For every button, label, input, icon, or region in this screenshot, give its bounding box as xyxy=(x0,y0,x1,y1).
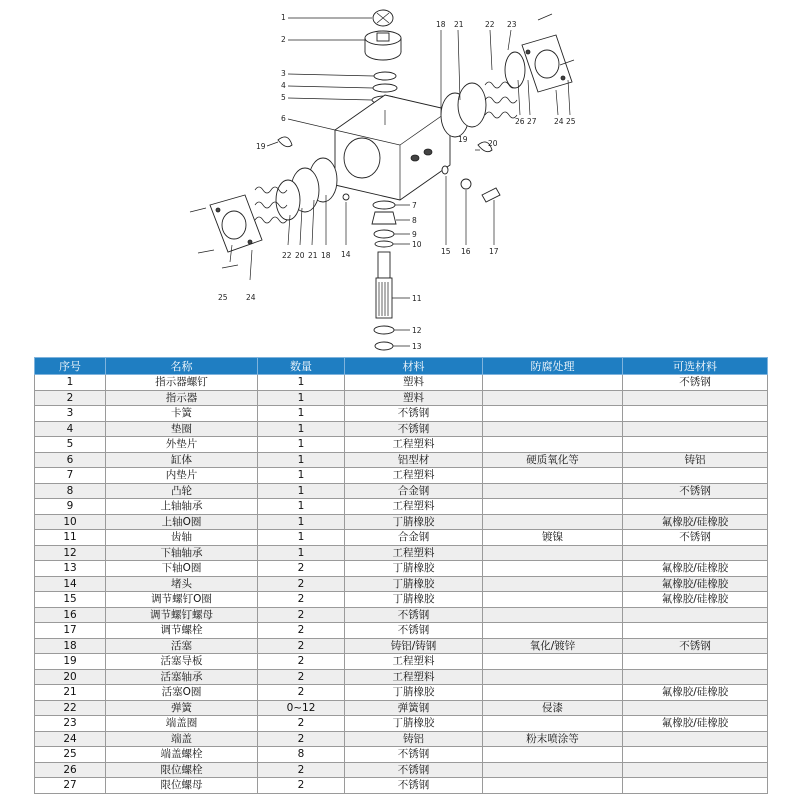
callout-6: 6 xyxy=(281,114,286,123)
cell-material: 不锈钢 xyxy=(345,747,483,763)
cell-optional-material: 氟橡胶/硅橡胶 xyxy=(623,685,768,701)
cell-quantity: 8 xyxy=(258,747,345,763)
indicator-screw-part xyxy=(373,10,393,26)
cell-index: 7 xyxy=(35,468,106,484)
callout-2: 2 xyxy=(281,35,286,44)
callout-9: 9 xyxy=(412,230,417,239)
cell-index: 23 xyxy=(35,716,106,732)
cell-material: 工程塑料 xyxy=(345,654,483,670)
cell-index: 11 xyxy=(35,530,106,546)
cell-index: 24 xyxy=(35,731,106,747)
table-header-row xyxy=(35,358,768,375)
cell-anticorrosion xyxy=(483,421,623,437)
cam-part xyxy=(372,212,396,224)
cell-anticorrosion xyxy=(483,654,623,670)
cell-optional-material xyxy=(623,390,768,406)
cell-optional-material xyxy=(623,499,768,515)
cell-index: 4 xyxy=(35,421,106,437)
cell-index: 20 xyxy=(35,669,106,685)
callout-17: 17 xyxy=(489,247,499,256)
plug-part xyxy=(343,194,349,200)
callout-26: 26 xyxy=(515,117,525,126)
cell-index: 25 xyxy=(35,747,106,763)
cell-quantity: 1 xyxy=(258,421,345,437)
callout-24-right: 24 xyxy=(554,117,564,126)
cell-anticorrosion xyxy=(483,592,623,608)
table-row xyxy=(35,654,768,670)
cell-quantity: 2 xyxy=(258,561,345,577)
cell-optional-material xyxy=(623,468,768,484)
cell-material: 不锈钢 xyxy=(345,406,483,422)
callout-14: 14 xyxy=(341,250,351,259)
cell-material: 工程塑料 xyxy=(345,669,483,685)
cell-material: 合金钢 xyxy=(345,483,483,499)
callout-16: 16 xyxy=(461,247,471,256)
cell-material: 塑料 xyxy=(345,375,483,391)
cell-quantity: 0~12 xyxy=(258,700,345,716)
callout-20-right: 20 xyxy=(488,139,498,148)
cell-index: 8 xyxy=(35,483,106,499)
cell-index: 17 xyxy=(35,623,106,639)
cell-optional-material xyxy=(623,778,768,794)
cell-optional-material xyxy=(623,437,768,453)
table-row xyxy=(35,514,768,530)
cell-anticorrosion xyxy=(483,716,623,732)
callout-22-top: 22 xyxy=(485,20,495,29)
left-spring-assembly xyxy=(255,158,337,223)
cell-anticorrosion xyxy=(483,514,623,530)
cell-anticorrosion: 氧化/镀锌 xyxy=(483,638,623,654)
table-row xyxy=(35,421,768,437)
cell-quantity: 2 xyxy=(258,654,345,670)
adjust-nut-part xyxy=(461,179,471,189)
circlip-part xyxy=(374,72,396,80)
cell-quantity: 2 xyxy=(258,685,345,701)
cell-name: 堵头 xyxy=(106,576,258,592)
cell-optional-material xyxy=(623,545,768,561)
cell-quantity: 2 xyxy=(258,576,345,592)
cell-anticorrosion xyxy=(483,499,623,515)
cell-index: 16 xyxy=(35,607,106,623)
cell-quantity: 1 xyxy=(258,406,345,422)
cell-quantity: 2 xyxy=(258,716,345,732)
cell-quantity: 1 xyxy=(258,437,345,453)
cell-material: 工程塑料 xyxy=(345,545,483,561)
header-quantity: 数量 xyxy=(258,358,345,375)
table-row xyxy=(35,375,768,391)
cell-material: 丁腈橡胶 xyxy=(345,716,483,732)
cell-anticorrosion xyxy=(483,669,623,685)
cell-index: 6 xyxy=(35,452,106,468)
cell-name: 调节螺钉O圈 xyxy=(106,592,258,608)
cell-material: 合金钢 xyxy=(345,530,483,546)
cell-material: 不锈钢 xyxy=(345,762,483,778)
cell-anticorrosion xyxy=(483,545,623,561)
cell-optional-material: 氟橡胶/硅橡胶 xyxy=(623,592,768,608)
table-row xyxy=(35,437,768,453)
callout-21-top: 21 xyxy=(454,20,464,29)
cell-index: 19 xyxy=(35,654,106,670)
inner-gasket-part xyxy=(373,201,395,209)
cell-quantity: 1 xyxy=(258,514,345,530)
pinion-shaft-part xyxy=(376,252,392,318)
cell-anticorrosion: 粉末喷涂等 xyxy=(483,731,623,747)
lower-oring-part xyxy=(375,342,393,350)
cell-material: 丁腈橡胶 xyxy=(345,561,483,577)
cell-name: 指示器螺钉 xyxy=(106,375,258,391)
lower-bearing-part xyxy=(374,326,394,334)
table-row xyxy=(35,390,768,406)
upper-oring-part xyxy=(375,241,393,247)
table-row xyxy=(35,669,768,685)
cell-anticorrosion xyxy=(483,747,623,763)
cell-name: 下轴轴承 xyxy=(106,545,258,561)
header-name: 名称 xyxy=(106,358,258,375)
table-row xyxy=(35,700,768,716)
table-row xyxy=(35,607,768,623)
table-row xyxy=(35,530,768,546)
cell-quantity: 2 xyxy=(258,607,345,623)
left-end-cap xyxy=(210,195,262,252)
cell-anticorrosion xyxy=(483,390,623,406)
cell-optional-material: 氟橡胶/硅橡胶 xyxy=(623,716,768,732)
cell-optional-material: 不锈钢 xyxy=(623,530,768,546)
callout-19-right: 19 xyxy=(458,135,468,144)
callout-4: 4 xyxy=(281,81,286,90)
cell-material: 工程塑料 xyxy=(345,468,483,484)
table-row xyxy=(35,499,768,515)
callout-7: 7 xyxy=(412,201,417,210)
cell-name: 垫圈 xyxy=(106,421,258,437)
cell-name: 调节螺栓 xyxy=(106,623,258,639)
table-row xyxy=(35,731,768,747)
cell-index: 14 xyxy=(35,576,106,592)
table-row xyxy=(35,592,768,608)
cell-name: 内垫片 xyxy=(106,468,258,484)
cell-material: 不锈钢 xyxy=(345,421,483,437)
cell-index: 5 xyxy=(35,437,106,453)
cell-anticorrosion xyxy=(483,607,623,623)
cell-material: 丁腈橡胶 xyxy=(345,685,483,701)
cell-quantity: 1 xyxy=(258,468,345,484)
cell-anticorrosion xyxy=(483,437,623,453)
callout-18-bottom: 18 xyxy=(321,251,331,260)
callout-22-bottom: 22 xyxy=(282,251,292,260)
cell-quantity: 1 xyxy=(258,483,345,499)
cell-optional-material: 不锈钢 xyxy=(623,483,768,499)
cell-index: 3 xyxy=(35,406,106,422)
cell-name: 调节螺钉螺母 xyxy=(106,607,258,623)
cell-quantity: 1 xyxy=(258,545,345,561)
cell-name: 缸体 xyxy=(106,452,258,468)
header-material: 材料 xyxy=(345,358,483,375)
cell-anticorrosion: 镀镍 xyxy=(483,530,623,546)
cell-anticorrosion xyxy=(483,483,623,499)
callout-23: 23 xyxy=(507,20,517,29)
cell-material: 不锈钢 xyxy=(345,607,483,623)
cell-optional-material xyxy=(623,654,768,670)
cell-quantity: 1 xyxy=(258,499,345,515)
header-index: 序号 xyxy=(35,358,106,375)
cell-name: 外垫片 xyxy=(106,437,258,453)
cell-optional-material xyxy=(623,700,768,716)
table-row xyxy=(35,685,768,701)
cell-index: 13 xyxy=(35,561,106,577)
right-spring-assembly xyxy=(441,52,525,137)
cell-name: 端盖 xyxy=(106,731,258,747)
cell-material: 塑料 xyxy=(345,390,483,406)
cell-anticorrosion xyxy=(483,685,623,701)
cell-anticorrosion xyxy=(483,762,623,778)
cell-optional-material xyxy=(623,421,768,437)
adjust-bolt-part xyxy=(482,188,500,202)
cell-name: 指示器 xyxy=(106,390,258,406)
callout-20-bottom: 20 xyxy=(295,251,305,260)
callout-15: 15 xyxy=(441,247,451,256)
callout-3: 3 xyxy=(281,69,286,78)
cell-material: 铸铝 xyxy=(345,731,483,747)
callout-12: 12 xyxy=(412,326,422,335)
callout-27: 27 xyxy=(527,117,537,126)
cell-name: 限位螺母 xyxy=(106,778,258,794)
cell-optional-material: 铸铝 xyxy=(623,452,768,468)
callout-1: 1 xyxy=(281,13,286,22)
parts-table-body xyxy=(35,375,768,794)
callout-25-left: 25 xyxy=(218,293,228,302)
exploded-view-diagram xyxy=(0,0,800,358)
cell-index: 18 xyxy=(35,638,106,654)
indicator-part xyxy=(365,31,401,60)
cell-anticorrosion xyxy=(483,576,623,592)
cell-optional-material: 不锈钢 xyxy=(623,375,768,391)
cell-anticorrosion xyxy=(483,778,623,794)
cell-index: 26 xyxy=(35,762,106,778)
cell-quantity: 2 xyxy=(258,778,345,794)
callout-13: 13 xyxy=(412,342,422,351)
cell-optional-material xyxy=(623,607,768,623)
table-row xyxy=(35,483,768,499)
cell-index: 22 xyxy=(35,700,106,716)
cell-anticorrosion xyxy=(483,406,623,422)
cell-optional-material: 氟橡胶/硅橡胶 xyxy=(623,514,768,530)
cell-quantity: 1 xyxy=(258,390,345,406)
cell-name: 下轴O圈 xyxy=(106,561,258,577)
cell-name: 活塞轴承 xyxy=(106,669,258,685)
callout-10: 10 xyxy=(412,240,422,249)
cell-optional-material xyxy=(623,406,768,422)
cell-quantity: 2 xyxy=(258,638,345,654)
cell-name: 端盖螺栓 xyxy=(106,747,258,763)
cell-anticorrosion: 硬质氧化等 xyxy=(483,452,623,468)
cell-material: 丁腈橡胶 xyxy=(345,592,483,608)
table-row xyxy=(35,716,768,732)
callout-18-top: 18 xyxy=(436,20,446,29)
cell-name: 端盖圈 xyxy=(106,716,258,732)
callout-21-bottom: 21 xyxy=(308,251,318,260)
piston-guide-left xyxy=(278,137,292,147)
table-row xyxy=(35,406,768,422)
cell-optional-material: 氟橡胶/硅橡胶 xyxy=(623,576,768,592)
cell-quantity: 1 xyxy=(258,530,345,546)
cell-optional-material xyxy=(623,762,768,778)
cell-name: 活塞 xyxy=(106,638,258,654)
table-row xyxy=(35,762,768,778)
cell-material: 铸铝/铸钢 xyxy=(345,638,483,654)
cell-material: 工程塑料 xyxy=(345,499,483,515)
cell-material: 不锈钢 xyxy=(345,778,483,794)
upper-bearing-part xyxy=(374,230,394,238)
washer-part xyxy=(373,84,397,92)
cell-quantity: 1 xyxy=(258,375,345,391)
callout-11: 11 xyxy=(412,294,422,303)
callout-25-right: 25 xyxy=(566,117,576,126)
table-row xyxy=(35,545,768,561)
cell-optional-material xyxy=(623,669,768,685)
table-row xyxy=(35,638,768,654)
cell-material: 铝型材 xyxy=(345,452,483,468)
table-row xyxy=(35,576,768,592)
cell-optional-material xyxy=(623,731,768,747)
cell-index: 12 xyxy=(35,545,106,561)
cell-quantity: 1 xyxy=(258,452,345,468)
cell-index: 1 xyxy=(35,375,106,391)
callout-24-left: 24 xyxy=(246,293,256,302)
cell-index: 10 xyxy=(35,514,106,530)
cell-name: 卡簧 xyxy=(106,406,258,422)
cell-index: 2 xyxy=(35,390,106,406)
cell-material: 不锈钢 xyxy=(345,623,483,639)
cell-index: 27 xyxy=(35,778,106,794)
cell-quantity: 2 xyxy=(258,623,345,639)
callout-19-left: 19 xyxy=(256,142,266,151)
cell-optional-material xyxy=(623,747,768,763)
cell-name: 活塞导板 xyxy=(106,654,258,670)
cell-optional-material xyxy=(623,623,768,639)
cell-optional-material: 不锈钢 xyxy=(623,638,768,654)
callout-8: 8 xyxy=(412,216,417,225)
cell-anticorrosion xyxy=(483,561,623,577)
header-optional-material: 可选材料 xyxy=(623,358,768,375)
cell-material: 丁腈橡胶 xyxy=(345,576,483,592)
table-row xyxy=(35,778,768,794)
cell-name: 齿轴 xyxy=(106,530,258,546)
table-row xyxy=(35,747,768,763)
cell-name: 限位螺栓 xyxy=(106,762,258,778)
cylinder-body-part xyxy=(335,95,450,200)
cell-material: 弹簧钢 xyxy=(345,700,483,716)
cell-index: 9 xyxy=(35,499,106,515)
table-row xyxy=(35,623,768,639)
cell-optional-material: 氟橡胶/硅橡胶 xyxy=(623,561,768,577)
cell-index: 15 xyxy=(35,592,106,608)
adjust-oring-part xyxy=(442,166,448,174)
parts-table xyxy=(34,357,768,794)
cell-anticorrosion xyxy=(483,468,623,484)
cell-quantity: 2 xyxy=(258,592,345,608)
cell-anticorrosion xyxy=(483,375,623,391)
cell-material: 丁腈橡胶 xyxy=(345,514,483,530)
cell-quantity: 2 xyxy=(258,762,345,778)
cell-name: 弹簧 xyxy=(106,700,258,716)
cell-anticorrosion: 侵漆 xyxy=(483,700,623,716)
table-row xyxy=(35,561,768,577)
cell-name: 凸轮 xyxy=(106,483,258,499)
cell-name: 上轴轴承 xyxy=(106,499,258,515)
cell-index: 21 xyxy=(35,685,106,701)
table-row xyxy=(35,468,768,484)
cell-material: 工程塑料 xyxy=(345,437,483,453)
cell-name: 上轴O圈 xyxy=(106,514,258,530)
table-row xyxy=(35,452,768,468)
cell-quantity: 2 xyxy=(258,731,345,747)
cell-anticorrosion xyxy=(483,623,623,639)
cell-name: 活塞O圈 xyxy=(106,685,258,701)
callout-5: 5 xyxy=(281,93,286,102)
cell-quantity: 2 xyxy=(258,669,345,685)
header-anticorrosion: 防腐处理 xyxy=(483,358,623,375)
